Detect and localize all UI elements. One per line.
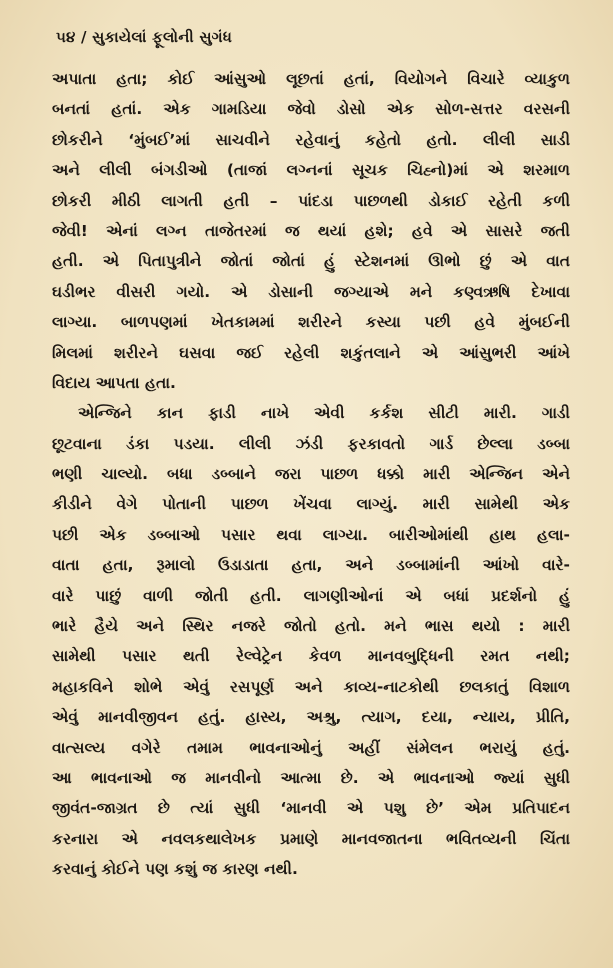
text-line: સામેથી પસાર થતી રેલ્વેટ્રેન કેવળ માનવબુદ્ધિની રમત નથી; bbox=[52, 647, 570, 666]
text-line: મહાકવિને શોભે એવું રસપૂર્ણ અને કાવ્ય-નાટકોથી છલકાતું વિશાળ bbox=[52, 677, 570, 696]
text-line: એવું માનવીજીવન હતું. હાસ્ય, અશ્રુ, ત્યાગ, દયા, ન્યાય, પ્રીતિ, bbox=[52, 708, 570, 727]
paragraph-2 bbox=[52, 398, 570, 884]
text-line: ઘડીભર વીસરી ગયો. એ ડોસાની જગ્યાએ મને કણ્વઋષિ દેખાવા bbox=[52, 282, 570, 301]
page-number: ૫૪ bbox=[56, 28, 76, 46]
text-line: પછી એક ડબ્બાઓ પસાર થવા લાગ્યા. બારીઓમાંથી હાથ હલા- bbox=[52, 525, 570, 544]
text-line: છૂટવાના ડંકા પડયા. લીલી ઝંડી ફરકાવતો ગાર્ડ છેલ્લા ડબ્બા bbox=[52, 434, 570, 453]
text-line: કરનારા એ નવલકથાલેખક પ્રમાણે માનવજાતના ભવિતવ્યની ચિંતા bbox=[52, 829, 570, 848]
text-line: વિદાય આપતા હતા. bbox=[52, 373, 176, 392]
text-line: જીવંત-જાગ્રત છે ત્યાં સુધી ‘માનવી એ પશુ છે’ એમ પ્રતિપાદન bbox=[52, 799, 570, 818]
running-header bbox=[56, 28, 232, 46]
text-line: હતી. એ પિતાપુત્રીને જોતાં જોતાં હું સ્ટેશનમાં ઊભો છું એ વાત bbox=[52, 252, 570, 271]
text-line: છોકરી મીઠી લાગતી હતી – પાંદડા પાછળથી ડોકાઈ રહેતી કળી bbox=[52, 191, 570, 210]
header-separator: / bbox=[75, 28, 93, 46]
text-line: બનતાં હતાં. એક ગામડિયા જેવો ડોસો એક સોળ-સત્તર વરસની bbox=[52, 100, 570, 119]
text-line: કરવાનું કોઈને પણ કશું જ કારણ નથી. bbox=[52, 860, 298, 879]
text-line: એન્જિને કાન ફાડી નાખે એવી કર્કશ સીટી મારી. ગાડી bbox=[78, 404, 570, 423]
book-title: સુકાયેલાં ફૂલોની સુગંધ bbox=[92, 28, 233, 46]
text-line: અને લીલી બંગડીઓ (તાજાં લગ્નનાં સૂચક ચિહ્નો)માં એ શરમાળ bbox=[52, 161, 570, 180]
text-line: વાત્સલ્ય વગેરે તમામ ભાવનાઓનું અહીં સંમેલન ભરાયું હતું. bbox=[52, 738, 570, 757]
text-line: વાતા હતા, રૂમાલો ઉડાડાતા હતા, અને ડબ્બામાંની આંખો વારે- bbox=[52, 556, 570, 575]
text-line: અપાતા હતા; કોઈ આંસુઓ લૂછતાં હતાં, વિયોગને વિચારે વ્યાકુળ bbox=[52, 70, 570, 88]
text-line: આ ભાવનાઓ જ માનવીનો આત્મા છે. એ ભાવનાઓ જ્યાં સુધી bbox=[52, 768, 570, 787]
text-line: લાગ્યા. બાળપણમાં ખેતકામમાં શરીરને કસ્યા પછી હવે મુંબઈની bbox=[52, 313, 570, 332]
text-line: ભારે હૈયે અને સ્થિર નજરે જોતો હતો. મને ભાસ થયો : મારી bbox=[52, 617, 570, 636]
text-line: વારે પાછું વાળી જોતી હતી. લાગણીઓનાં એ બધાં પ્રદર્શનો હું bbox=[52, 586, 570, 605]
text-line: જેવી! એનાં લગ્ન તાજેતરમાં જ થયાં હશે; હવે એ સાસરે જતી bbox=[52, 221, 570, 240]
text-line: મિલમાં શરીરને ઘસવા જઈ રહેલી શકુંતલાને એ આંસુભરી આંખે bbox=[52, 343, 570, 362]
text-line: ભણી ચાલ્યો. બધા ડબ્બાને જરા પાછળ ધક્કો મારી એન્જિન એને bbox=[52, 465, 570, 484]
text-line: કીડીને વેગે પોતાની પાછળ ખેંચવા લાગ્યું. મારી સામેથી એક bbox=[52, 495, 570, 514]
body-text bbox=[52, 64, 570, 885]
text-line: છોકરીને ‘મુંબઈ’માં સાચવીને રહેવાનું કહેતો હતો. લીલી સાડી bbox=[52, 130, 570, 149]
paragraph-1 bbox=[52, 64, 570, 398]
